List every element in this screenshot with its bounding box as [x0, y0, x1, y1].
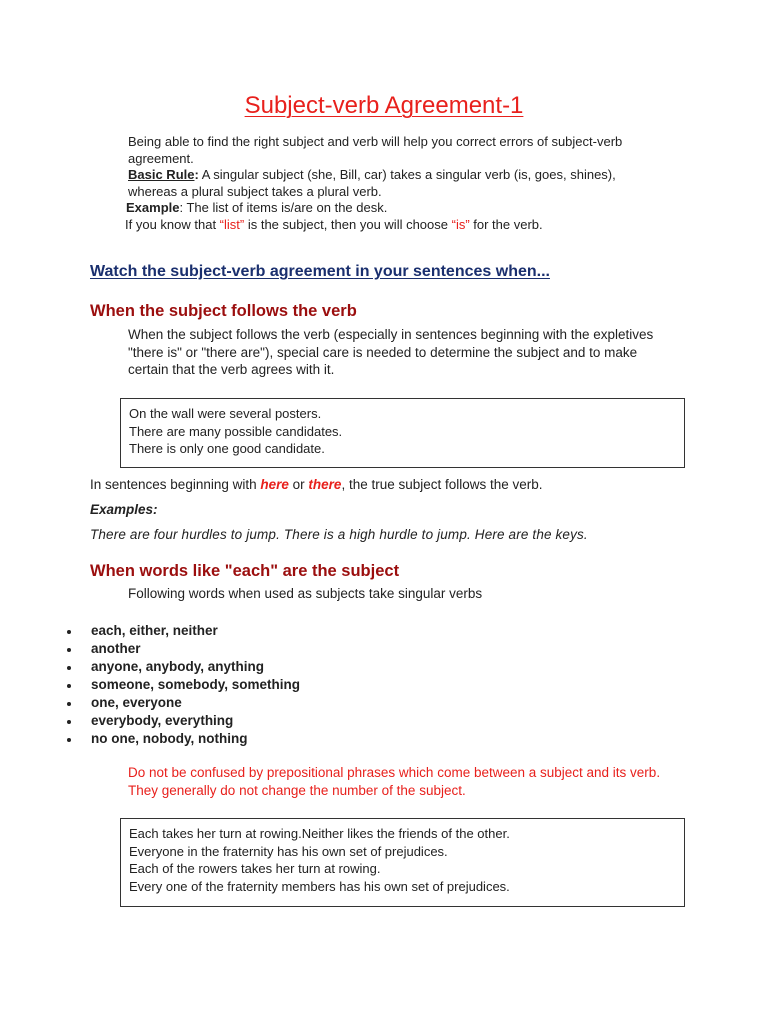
bullet-icon [67, 684, 71, 688]
list-item [64, 676, 300, 694]
section2-example-box [120, 818, 685, 907]
list-item [64, 658, 300, 676]
basic-rule-colon: : [194, 167, 199, 183]
example-label: Example [126, 200, 180, 216]
section1-body: When the subject follows the verb (especially in sentences beginning with the expletives "there is" or "there are"), special care is needed to determine the subject and to make certain that the verb agrees with it. [128, 327, 654, 378]
here-there-note [90, 477, 543, 492]
list-item [64, 640, 300, 658]
note-or: or [288, 477, 309, 492]
bullet-icon [67, 630, 71, 634]
example-line [126, 200, 668, 217]
note-there: there [308, 477, 342, 492]
examples-text: There are four hurdles to jump. There is a high hurdle to jump. Here are the keys. [90, 527, 588, 542]
basic-rule-label: Basic Rule [128, 167, 195, 183]
bullet-icon [67, 738, 71, 742]
section2-body: Following words when used as subjects take singular verbs [128, 586, 483, 601]
section1-example-box [120, 398, 685, 468]
list-item-text: someone, somebody, something [91, 677, 301, 692]
list-item [64, 622, 300, 640]
watch-heading: Watch the subject-verb agreement in your sentences when... [90, 263, 550, 280]
page-title: Subject-verb Agreement-1 [244, 92, 524, 119]
singular-words-list [64, 622, 300, 748]
section2-heading: When words like "each" are the subject [90, 562, 400, 580]
if-is: “is” [451, 216, 470, 232]
bullet-icon [67, 648, 71, 652]
box-line: There is only one good candidate. [129, 441, 325, 456]
list-item-text: everybody, everything [91, 713, 234, 728]
box-line: On the wall were several posters. [129, 406, 322, 421]
box-line: Each of the rowers takes her turn at rowing. [129, 861, 381, 876]
if-list: “list” [219, 216, 245, 232]
if-mid: is the subject, then you will choose [244, 216, 452, 232]
list-item [64, 730, 300, 748]
box-line: There are many possible candidates. [129, 423, 343, 439]
bullet-icon [67, 666, 71, 670]
box-line: Every one of the fraternity members has his own set of prejudices. [129, 878, 510, 894]
box-line: Everyone in the fraternity has his own set of prejudices. [129, 843, 448, 859]
intro-line: Being able to find the right subject and verb will help you correct errors of subject-verb agreement. [128, 134, 623, 166]
bullet-icon [67, 702, 71, 706]
list-item-text: another [91, 641, 141, 656]
list-item-text: one, everyone [91, 695, 182, 710]
list-item-text: each, either, neither [91, 623, 218, 638]
list-item [64, 712, 300, 730]
basic-rule-text: A singular subject (she, Bill, car) takes a singular verb (is, goes, shines), whereas a plural subject takes a plural verb. [128, 167, 616, 199]
section1-heading: When the subject follows the verb [90, 302, 357, 320]
basic-rule [128, 167, 668, 200]
example-text: : The list of items is/are on the desk. [179, 200, 388, 216]
prepositional-phrase-warning: Do not be confused by prepositional phrases which come between a subject and its verb. They generally do not change the number of the subject. [128, 765, 661, 798]
list-item-text: no one, nobody, nothing [91, 731, 248, 746]
box-line: Each takes her turn at rowing.Neither likes the friends of the other. [129, 826, 510, 841]
intro-block [125, 134, 668, 234]
note-post: , the true subject follows the verb. [341, 477, 543, 492]
if-line [125, 217, 668, 234]
list-item-text: anyone, anybody, anything [91, 659, 265, 674]
bullet-icon [67, 720, 71, 724]
note-pre: In sentences beginning with [90, 477, 261, 492]
examples-label: Examples: [90, 502, 158, 517]
if-post: for the verb. [469, 216, 543, 232]
list-item [64, 694, 300, 712]
if-pre: If you know that [125, 216, 220, 232]
note-here: here [260, 477, 289, 492]
